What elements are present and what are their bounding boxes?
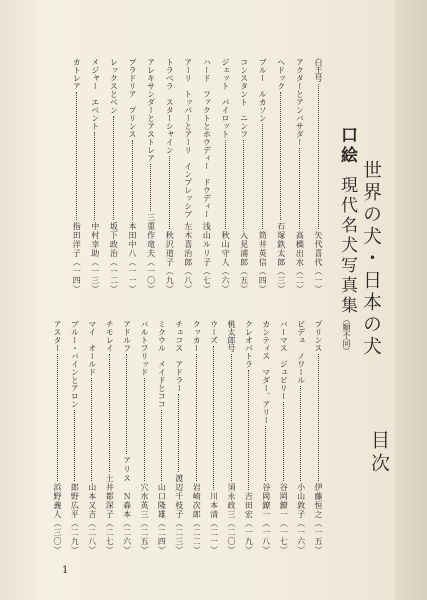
entry-owner-page: 谷岡鐐一（一八） [261, 483, 271, 555]
dot-leader [109, 354, 110, 472]
entry-owner-page: 石塚鉄太郎（三） [276, 222, 286, 294]
dot-leader [150, 164, 151, 211]
dot-leader [178, 394, 179, 472]
toc-entry [296, 320, 306, 555]
page-number: 1 [62, 565, 69, 576]
entry-owner-page: アリス Ｎ森本（二六） [122, 456, 132, 555]
entry-owner-page: 浜野義人（三〇） [53, 483, 62, 555]
toc-entry [108, 58, 118, 294]
toc-entry [122, 320, 132, 555]
toc-entry [71, 58, 81, 294]
toc-entry [87, 320, 97, 555]
dot-leader [144, 378, 145, 481]
entry-owner-page: 浅山ルリ子（七） [202, 222, 212, 294]
toc-entry [52, 320, 62, 555]
entry-owner-page: 筒井英信（四） [258, 231, 268, 294]
toc-entry [257, 58, 267, 294]
toc-entry [276, 58, 286, 294]
toc-entry [127, 58, 137, 294]
entry-owner-page: 伊藤恒之（一五） [314, 483, 323, 555]
dot-leader [91, 378, 92, 481]
entry-title: クッカー [192, 320, 202, 352]
toc-entry [191, 320, 201, 555]
entry-title: ジェット パイロット [221, 58, 230, 138]
entry-title: ハード ファクトとホウディー ドウディー [202, 58, 212, 218]
entry-title: クレオパトラ [244, 320, 254, 368]
entry-owner-page: 須永政三（二〇） [227, 483, 236, 555]
entry-owner-page: 岩崎次郎（二二） [192, 483, 202, 555]
entry-title: チェコス アドラー [174, 320, 184, 392]
entry-title: アレキサンダーとアストレア [146, 58, 156, 162]
page-edge-band [395, 0, 427, 600]
dot-leader [299, 148, 300, 229]
dot-leader [318, 354, 319, 481]
toc-entry [146, 58, 156, 294]
entry-owner-page: 指田洋子（一四） [72, 222, 82, 294]
dot-leader [225, 140, 226, 229]
book-title: 世界の犬・日本の犬 [360, 160, 382, 358]
dot-leader [169, 156, 170, 229]
entry-owner-page: 小山敦子（一六） [296, 483, 306, 555]
dot-leader [126, 354, 127, 454]
toc-entry [164, 58, 174, 294]
entry-title: ビデュ ノワール [296, 320, 306, 384]
entry-owner-page: 矢代喜代（一） [314, 231, 323, 294]
entry-title: アスター [53, 320, 62, 352]
toc-entry [294, 58, 304, 294]
entry-owner-page: 郎野広平（二九） [70, 483, 80, 555]
toc-heading: 目次 [368, 430, 390, 476]
entry-owner-page: 本田中八（一一） [128, 222, 137, 294]
entry-title: バルトフリッド [140, 320, 149, 376]
toc-entry [220, 58, 230, 294]
entry-owner-page: 入見浦郎（五） [239, 231, 249, 294]
toc-entry [174, 320, 184, 555]
frontispiece-label: 口絵 [337, 126, 357, 166]
dot-leader [196, 354, 197, 481]
entry-owner-page: 高橋出水（二） [295, 231, 305, 294]
toc-entry [239, 58, 249, 294]
dot-leader [161, 410, 162, 481]
entry-owner-page: 土井都深子（二七） [105, 474, 115, 555]
entry-owner-page: 川本清（二一） [209, 492, 219, 555]
entry-title: ブルー・バインとアロン [70, 320, 80, 408]
entry-title: カトレア [72, 58, 82, 90]
toc-entry [243, 320, 253, 555]
entry-title: チモレイ [105, 320, 115, 352]
toc-entry [90, 58, 100, 294]
entry-owner-page: 山口隆雄（二四） [157, 483, 167, 555]
entry-owner-page: 三重作竜夫（一〇） [146, 213, 156, 294]
entry-owner-page: 秋山守人（六） [221, 231, 230, 294]
toc-entry [104, 320, 114, 555]
dot-leader [280, 92, 281, 220]
dot-leader [248, 370, 249, 490]
entry-title: マイ オールド [87, 320, 97, 376]
entry-title: ブルー ルカソン [258, 58, 268, 122]
toc-entry [156, 320, 166, 555]
dot-leader [283, 402, 284, 481]
entry-owner-page: 谷岡鐐一（一七） [279, 483, 289, 555]
toc-entry [139, 320, 149, 555]
dot-leader [231, 354, 232, 481]
toc-entry [209, 320, 219, 555]
dot-leader [243, 140, 244, 229]
entry-title: 桃太郎号 [227, 320, 236, 352]
entry-title: カンティス マダー、アリー [261, 320, 271, 424]
entry-title: アーリ トッパーとアーリ インプレッシブ [183, 58, 193, 218]
dot-leader [318, 84, 319, 229]
toc-entry [313, 58, 323, 294]
entry-title: アクターとアンバサダー [295, 58, 305, 146]
entry-title: プリンス [314, 320, 323, 352]
entry-owner-page: 吉田宏（一九） [244, 492, 254, 555]
entry-title: ブラドリア プリンス [128, 58, 137, 138]
toc-entry [313, 320, 323, 555]
entry-title: ヘドック [276, 58, 286, 90]
entry-owner-page: 左木喜治郎（八） [183, 222, 193, 294]
entry-title: トラベラ スターシャイン [165, 58, 175, 154]
entry-owner-page: 中村幸助（一三） [90, 222, 100, 294]
dot-leader [74, 410, 75, 481]
entry-owner-page: 穴水英三（二五） [140, 483, 149, 555]
dot-leader [113, 116, 114, 220]
dot-leader [300, 386, 301, 481]
dot-leader [57, 354, 58, 481]
entry-title: ミクウル メイドとココ [157, 320, 167, 408]
entry-owner-page: 秋沢道子（九） [165, 231, 175, 294]
entry-owner-page: 渡辺千枝子（二三） [174, 474, 184, 555]
toc-entry [226, 320, 236, 555]
entry-title: バーマス ジュピリー [279, 320, 289, 400]
entry-owner-page: 坂下政治（一二） [109, 222, 119, 294]
toc-entry [278, 320, 288, 555]
entry-title: コンスタント ニンフ [239, 58, 249, 138]
dot-leader [76, 92, 77, 220]
entry-title: 白王号 [314, 58, 323, 82]
frontispiece-title: 現代名犬写真集 [337, 176, 357, 316]
dot-leader [132, 140, 133, 220]
toc-entry [69, 320, 79, 555]
entry-owner-page: 山本又吉（二八） [87, 483, 97, 555]
toc-entry [183, 58, 193, 294]
frontispiece-note: （順不同） [342, 315, 351, 355]
toc-entry [261, 320, 271, 555]
entry-title: メジャー エベント [90, 58, 100, 130]
entry-title: レックスとベン [109, 58, 119, 114]
entry-title: ウーズ [209, 320, 219, 344]
dot-leader [262, 124, 263, 229]
toc-entry [201, 58, 211, 294]
dot-leader [94, 132, 95, 220]
entry-title: アドルフ [122, 320, 132, 352]
dot-leader [213, 346, 214, 490]
dot-leader [265, 426, 266, 481]
